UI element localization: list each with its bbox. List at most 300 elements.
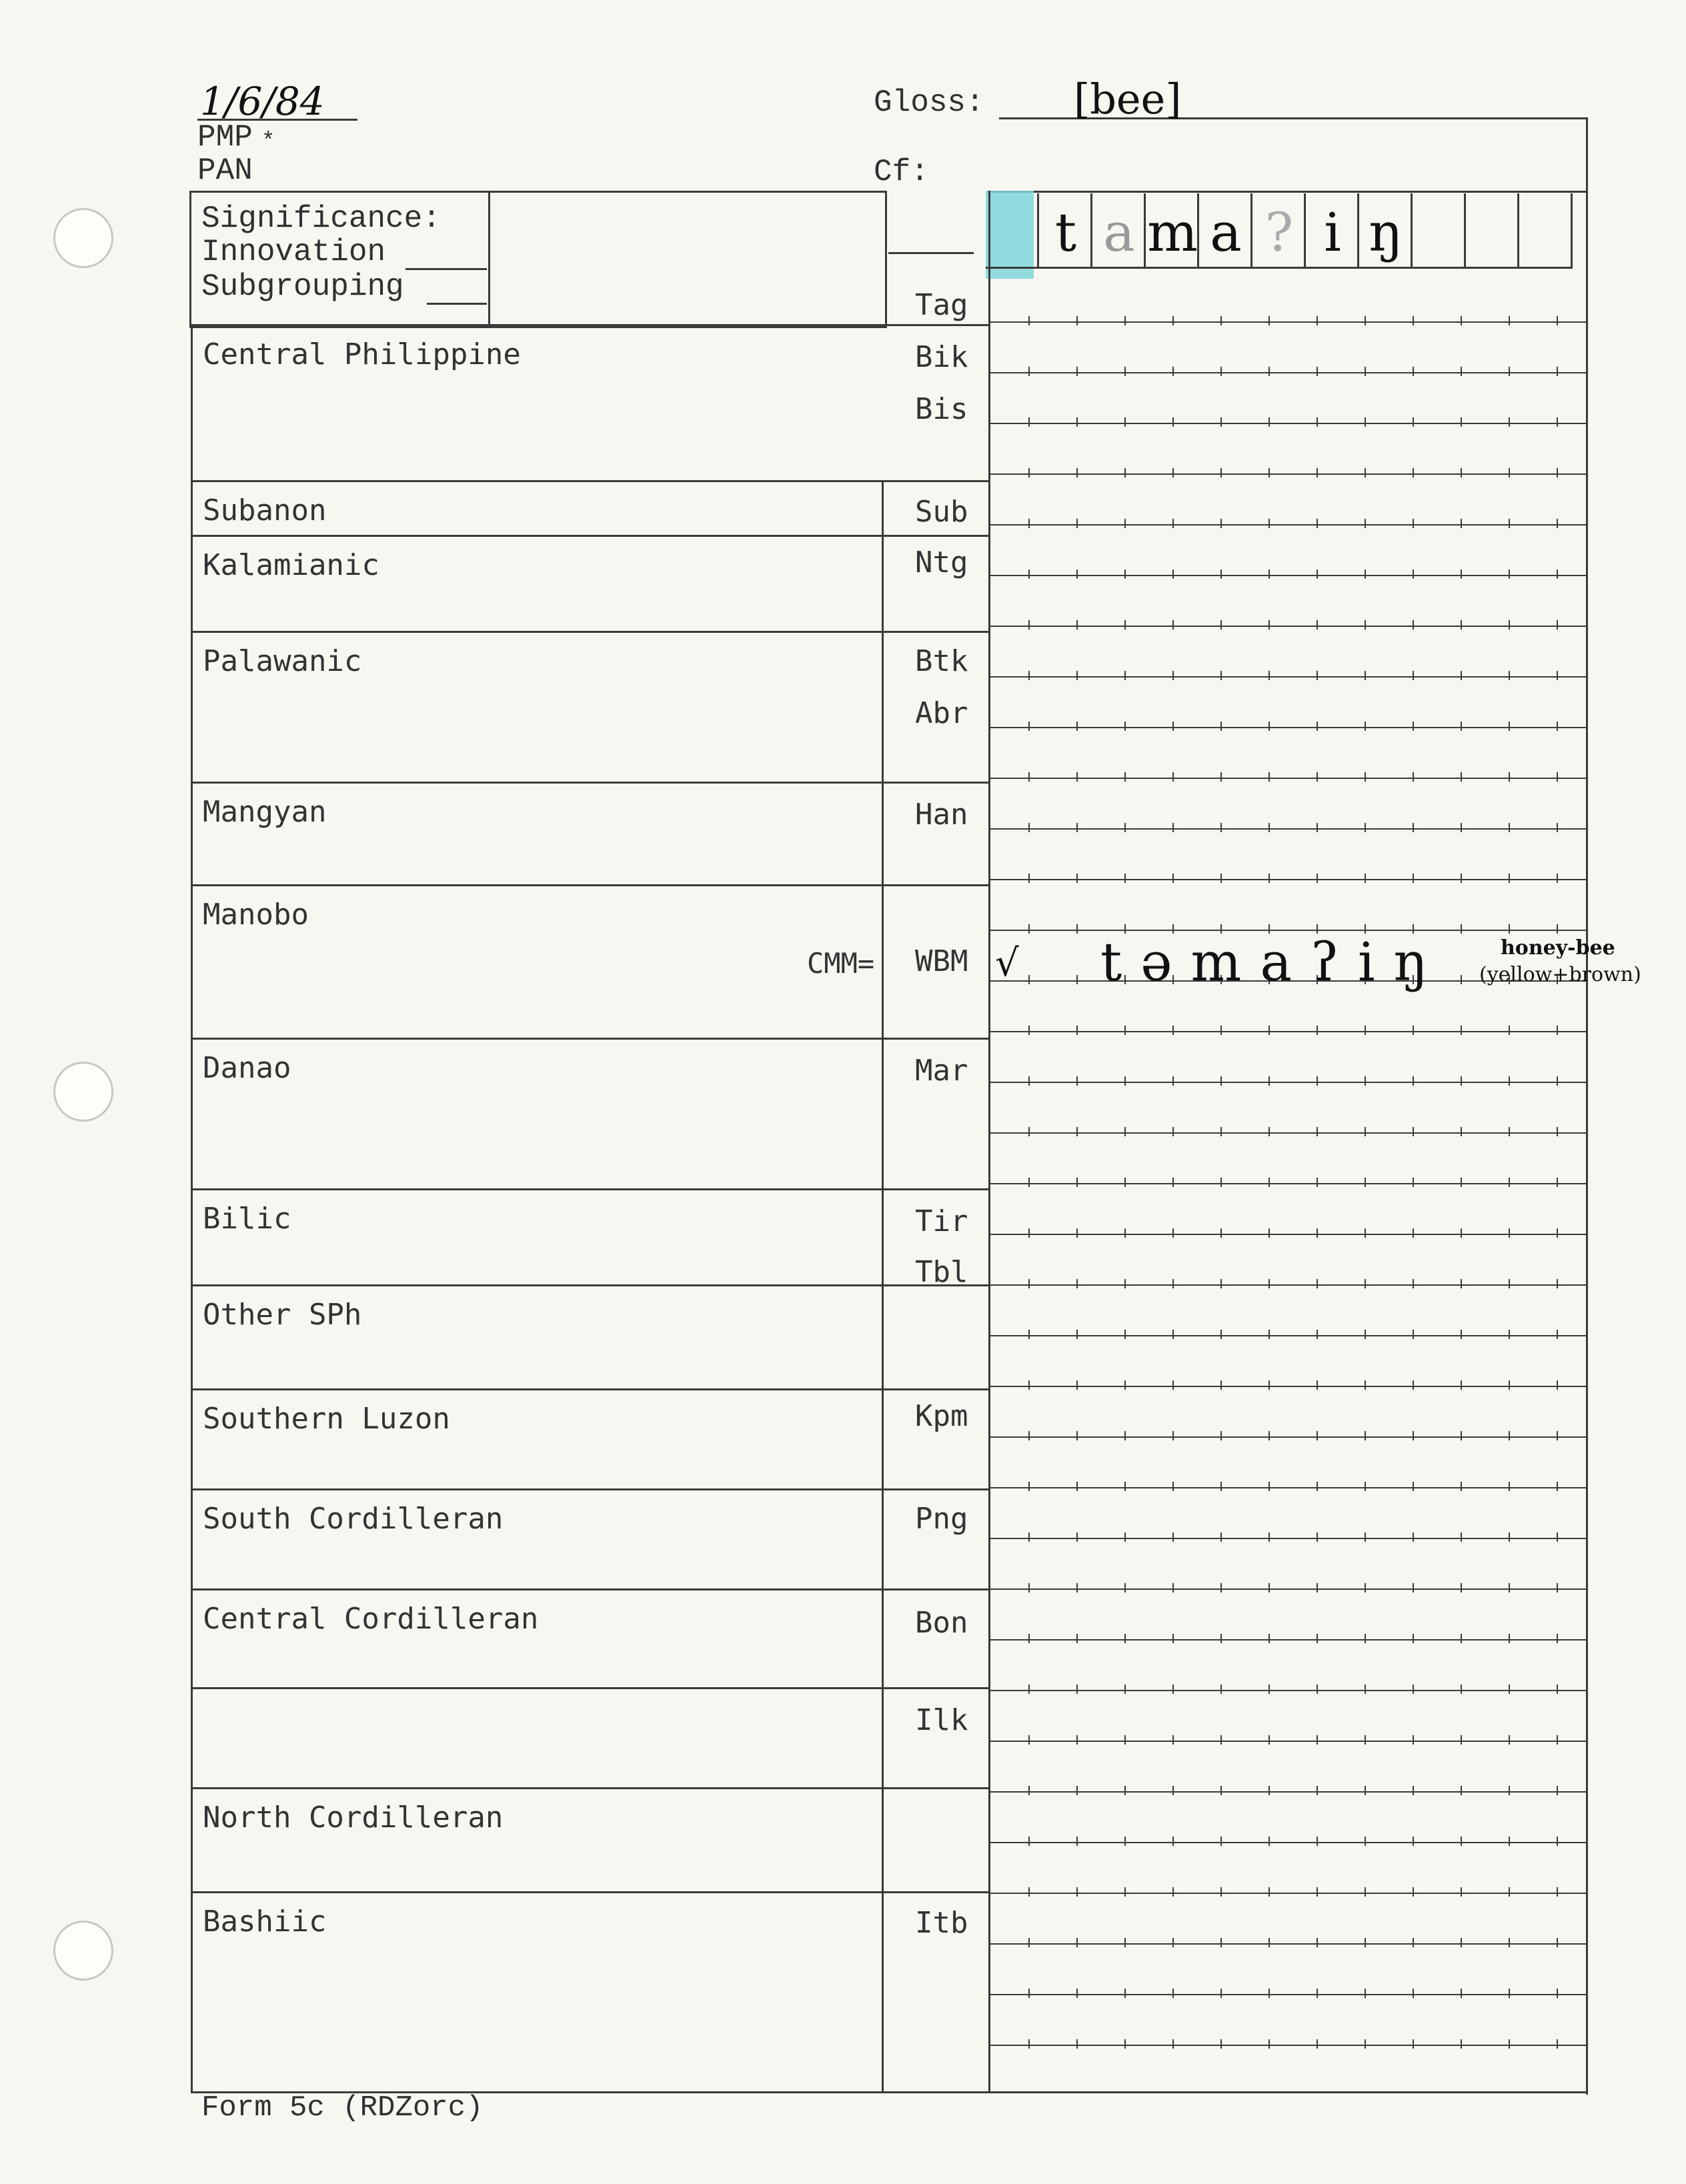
entry-tick xyxy=(1509,316,1510,325)
entry-tick xyxy=(1413,1786,1414,1795)
entry-tick xyxy=(1028,1380,1030,1390)
entry-tick xyxy=(1557,1786,1558,1795)
entry-tick xyxy=(1076,924,1078,934)
entry-tick xyxy=(1461,570,1462,579)
entry-tick xyxy=(1220,1887,1222,1897)
entry-tick xyxy=(1509,823,1510,832)
entry-tick xyxy=(1269,1786,1270,1795)
frame-entries-left xyxy=(988,191,990,2091)
entry-tick xyxy=(1028,367,1030,376)
entry-tick xyxy=(1028,519,1030,528)
entry-tick xyxy=(1413,823,1414,832)
entry-tick xyxy=(1172,1127,1174,1136)
entry-tick xyxy=(1365,1583,1366,1592)
entry-tick xyxy=(1413,1989,1414,1998)
entry-tick xyxy=(1220,1482,1222,1491)
entry-tick xyxy=(1461,620,1462,630)
entry-tick xyxy=(1509,772,1510,782)
entry-tick xyxy=(1076,1228,1078,1238)
group-separator xyxy=(191,1488,988,1490)
entry-tick xyxy=(1365,874,1366,883)
entry-tick xyxy=(1365,1178,1366,1187)
language-code: Tag xyxy=(915,288,968,322)
group-separator xyxy=(191,1038,988,1040)
reconstruction-cell xyxy=(1519,193,1573,268)
entry-tick xyxy=(1124,1938,1126,1947)
entry-tick xyxy=(1413,570,1414,579)
entry-tick xyxy=(1172,772,1174,782)
reconstruction-letter: t xyxy=(1054,201,1077,263)
entry-tick xyxy=(1269,1076,1270,1086)
entry-tick xyxy=(1028,1685,1030,1694)
cf-label: Cf: xyxy=(874,155,929,189)
entry-tick xyxy=(1220,570,1222,579)
entry-tick xyxy=(1124,519,1126,528)
reconstruction-letter: ? xyxy=(1264,201,1294,263)
entry-tick xyxy=(1124,1228,1126,1238)
entry-tick xyxy=(1509,1076,1510,1086)
entry-tick xyxy=(1220,468,1222,477)
entry-tick xyxy=(1365,1837,1366,1846)
entry-tick xyxy=(1172,1431,1174,1440)
innovation-label: Innovation xyxy=(201,235,386,269)
language-code: Abr xyxy=(915,696,968,730)
entry-line xyxy=(988,524,1587,525)
entry-line xyxy=(988,676,1587,678)
entry-tick xyxy=(1413,1583,1414,1592)
entry-tick xyxy=(1509,1786,1510,1795)
entry-tick xyxy=(1509,722,1510,731)
reconstruction-cell xyxy=(986,193,1039,268)
entry-tick xyxy=(1028,924,1030,934)
entry-tick xyxy=(1172,519,1174,528)
entry-tick xyxy=(1317,1532,1318,1542)
entry-tick xyxy=(1557,367,1558,376)
entry-tick xyxy=(1461,1026,1462,1035)
language-code: Ntg xyxy=(915,545,968,580)
entry-tick xyxy=(1076,1989,1078,1998)
entry-tick xyxy=(1269,823,1270,832)
entry-tick xyxy=(1028,1026,1030,1035)
group-name: Manobo xyxy=(203,898,309,932)
entry-tick xyxy=(1365,1026,1366,1035)
language-code: WBM xyxy=(915,944,968,978)
entry-tick xyxy=(1124,1026,1126,1035)
entry-tick xyxy=(1317,1380,1318,1390)
entry-tick xyxy=(1413,1532,1414,1542)
entry-tick xyxy=(1557,1178,1558,1187)
entry-tick xyxy=(1076,1837,1078,1846)
group-separator xyxy=(191,1388,988,1390)
entry-tick xyxy=(1413,1938,1414,1947)
subgrouping-label: Subgrouping xyxy=(201,269,404,304)
entry-tick xyxy=(1557,924,1558,934)
code-column-dash xyxy=(888,252,974,254)
entry-tick xyxy=(1220,367,1222,376)
entry-tick xyxy=(1461,519,1462,528)
entry-line xyxy=(988,1639,1587,1641)
entry-tick xyxy=(1220,874,1222,883)
entry-tick xyxy=(1557,1989,1558,1998)
entry-line xyxy=(988,2045,1587,2046)
entry-tick xyxy=(1557,1279,1558,1288)
entry-tick xyxy=(1269,1431,1270,1440)
entry-tick xyxy=(1509,1178,1510,1187)
wbm-form: təmaʔiŋ xyxy=(1100,931,1447,993)
entry-tick xyxy=(1028,823,1030,832)
entry-tick xyxy=(1124,316,1126,325)
entry-tick xyxy=(1269,1532,1270,1542)
entry-tick xyxy=(1076,1178,1078,1187)
entry-tick xyxy=(1076,1380,1078,1390)
entry-tick xyxy=(1269,468,1270,477)
entry-tick xyxy=(1172,671,1174,680)
language-code: Ilk xyxy=(915,1703,968,1737)
entry-tick xyxy=(1028,1634,1030,1643)
entry-tick xyxy=(1028,570,1030,579)
entry-line xyxy=(988,1132,1587,1134)
entry-line xyxy=(988,1994,1587,1995)
entry-tick xyxy=(1028,1532,1030,1542)
entry-tick xyxy=(1028,1076,1030,1086)
entry-tick xyxy=(1172,1380,1174,1390)
entry-tick xyxy=(1269,620,1270,630)
entry-tick xyxy=(1028,671,1030,680)
entry-tick xyxy=(1461,1837,1462,1846)
entry-line xyxy=(988,321,1587,323)
group-separator xyxy=(191,1588,988,1590)
entry-tick xyxy=(1509,1279,1510,1288)
entry-tick xyxy=(1220,1178,1222,1187)
entry-tick xyxy=(1317,570,1318,579)
entry-tick xyxy=(1172,417,1174,427)
entry-tick xyxy=(1269,671,1270,680)
entry-tick xyxy=(1413,1837,1414,1846)
entry-tick xyxy=(1028,468,1030,477)
entry-tick xyxy=(1220,1026,1222,1035)
entry-tick xyxy=(1461,975,1462,984)
pmp-asterisk: * xyxy=(261,129,275,155)
entry-tick xyxy=(1557,722,1558,731)
entry-tick xyxy=(1509,1228,1510,1238)
entry-tick xyxy=(1172,1837,1174,1846)
entry-tick xyxy=(1269,1026,1270,1035)
entry-tick xyxy=(1317,722,1318,731)
entry-tick xyxy=(1461,1786,1462,1795)
entry-tick xyxy=(1317,1178,1318,1187)
entry-tick xyxy=(1076,519,1078,528)
entry-tick xyxy=(1028,874,1030,883)
entry-tick xyxy=(1028,1178,1030,1187)
entry-tick xyxy=(1365,468,1366,477)
language-code: Han xyxy=(915,798,968,832)
entry-tick xyxy=(1461,417,1462,427)
entry-tick xyxy=(1269,1279,1270,1288)
entry-tick xyxy=(1220,620,1222,630)
entry-tick xyxy=(1557,1685,1558,1694)
entry-tick xyxy=(1028,316,1030,325)
entry-line xyxy=(988,828,1587,830)
entry-tick xyxy=(1557,417,1558,427)
entry-tick xyxy=(1028,1279,1030,1288)
entry-tick xyxy=(1269,1127,1270,1136)
entry-tick xyxy=(1028,1583,1030,1592)
entry-tick xyxy=(1557,316,1558,325)
entry-tick xyxy=(1220,1989,1222,1998)
reconstruction-cell xyxy=(1306,193,1359,268)
entry-tick xyxy=(1509,1887,1510,1897)
wbm-note-line2: (yellow+brown) xyxy=(1479,963,1641,986)
entry-tick xyxy=(1124,823,1126,832)
entry-tick xyxy=(1269,1685,1270,1694)
group-name: Mangyan xyxy=(203,795,327,829)
entry-tick xyxy=(1172,2039,1174,2049)
entry-tick xyxy=(1317,417,1318,427)
entry-line xyxy=(988,1487,1587,1488)
entry-tick xyxy=(1220,519,1222,528)
entry-tick xyxy=(1365,1786,1366,1795)
entry-tick xyxy=(1172,1634,1174,1643)
reconstruction-cell xyxy=(1359,193,1413,268)
entry-line xyxy=(988,1386,1587,1387)
entry-tick xyxy=(1509,1685,1510,1694)
entry-tick xyxy=(1269,1482,1270,1491)
entry-tick xyxy=(1076,316,1078,325)
entry-tick xyxy=(1461,1532,1462,1542)
entry-tick xyxy=(1124,417,1126,427)
entry-tick xyxy=(1269,1735,1270,1745)
entry-tick xyxy=(1413,1026,1414,1035)
entry-tick xyxy=(1172,874,1174,883)
entry-tick xyxy=(1124,1482,1126,1491)
reconstruction-cell xyxy=(1413,193,1466,268)
entry-tick xyxy=(1461,1685,1462,1694)
entry-tick xyxy=(1076,468,1078,477)
entry-tick xyxy=(1557,772,1558,782)
entry-tick xyxy=(1076,367,1078,376)
entry-tick xyxy=(1365,570,1366,579)
entry-tick xyxy=(1509,874,1510,883)
entry-tick xyxy=(1317,1887,1318,1897)
entry-tick xyxy=(1461,1583,1462,1592)
entry-tick xyxy=(1220,772,1222,782)
entry-tick xyxy=(1076,1786,1078,1795)
entry-line xyxy=(988,1741,1587,1742)
entry-tick xyxy=(1220,1076,1222,1086)
entry-tick xyxy=(1317,1938,1318,1947)
entry-tick xyxy=(1317,1076,1318,1086)
entry-tick xyxy=(1509,417,1510,427)
group-name: North Cordilleran xyxy=(203,1801,504,1835)
entry-tick xyxy=(1172,570,1174,579)
entry-tick xyxy=(1317,2039,1318,2049)
entry-tick xyxy=(1317,367,1318,376)
entry-tick xyxy=(1509,924,1510,934)
entry-tick xyxy=(1220,1837,1222,1846)
entry-tick xyxy=(1317,1127,1318,1136)
innovation-blank xyxy=(405,268,487,270)
entry-tick xyxy=(1076,1634,1078,1643)
group-name: Bashiic xyxy=(203,1905,327,1939)
wbm-cmm-prefix: CMM= xyxy=(807,947,875,980)
entry-tick xyxy=(1317,1026,1318,1035)
entry-tick xyxy=(1172,823,1174,832)
entry-tick xyxy=(1461,1938,1462,1947)
reconstruction-cell xyxy=(1466,193,1519,268)
entry-tick xyxy=(1413,1685,1414,1694)
entry-tick xyxy=(1124,1989,1126,1998)
entry-tick xyxy=(1172,1482,1174,1491)
entry-tick xyxy=(1461,1228,1462,1238)
entry-tick xyxy=(1461,772,1462,782)
entry-tick xyxy=(1124,1634,1126,1643)
entry-tick xyxy=(1269,1583,1270,1592)
entry-tick xyxy=(1124,1532,1126,1542)
entry-tick xyxy=(1509,1026,1510,1035)
entry-tick xyxy=(1413,722,1414,731)
entry-tick xyxy=(1028,1837,1030,1846)
entry-tick xyxy=(1028,772,1030,782)
wbm-check: √ xyxy=(995,942,1019,985)
group-name: South Cordilleran xyxy=(203,1502,504,1536)
entry-tick xyxy=(1269,1228,1270,1238)
entry-line xyxy=(988,575,1587,576)
entry-line xyxy=(988,1284,1587,1286)
entry-tick xyxy=(1028,722,1030,731)
entry-tick xyxy=(1317,823,1318,832)
entry-tick xyxy=(1124,1685,1126,1694)
entry-tick xyxy=(1413,316,1414,325)
entry-tick xyxy=(1365,2039,1366,2049)
entry-tick xyxy=(1124,874,1126,883)
entry-tick xyxy=(1172,722,1174,731)
entry-tick xyxy=(1269,1887,1270,1897)
entry-tick xyxy=(1028,975,1030,984)
entry-tick xyxy=(1220,1583,1222,1592)
group-separator xyxy=(191,1687,988,1689)
entry-tick xyxy=(1413,772,1414,782)
entry-tick xyxy=(1557,1482,1558,1491)
entry-tick xyxy=(1365,1076,1366,1086)
entry-tick xyxy=(1365,417,1366,427)
entry-tick xyxy=(1509,1583,1510,1592)
entry-tick xyxy=(1509,468,1510,477)
entry-tick xyxy=(1557,1938,1558,1947)
entry-tick xyxy=(1317,1583,1318,1592)
entry-tick xyxy=(1557,519,1558,528)
entry-tick xyxy=(1509,1482,1510,1491)
entry-line xyxy=(988,1842,1587,1843)
entry-tick xyxy=(1220,1532,1222,1542)
entry-tick xyxy=(1124,1735,1126,1745)
group-separator xyxy=(191,1787,988,1789)
entry-tick xyxy=(1365,1127,1366,1136)
entry-tick xyxy=(1413,417,1414,427)
entry-line xyxy=(988,879,1587,880)
entry-tick xyxy=(1413,620,1414,630)
entry-tick xyxy=(1557,1380,1558,1390)
entry-tick xyxy=(1269,519,1270,528)
group-separator xyxy=(191,631,988,633)
entry-tick xyxy=(1028,1482,1030,1491)
reconstruction-letter: a xyxy=(1210,201,1242,263)
entry-line xyxy=(988,1183,1587,1184)
entry-tick xyxy=(1557,1076,1558,1086)
entry-line xyxy=(988,626,1587,627)
entry-tick xyxy=(1076,772,1078,782)
entry-tick xyxy=(1365,1431,1366,1440)
entry-tick xyxy=(1509,1330,1510,1339)
entry-tick xyxy=(1124,367,1126,376)
entry-tick xyxy=(1317,1735,1318,1745)
entry-tick xyxy=(1317,1837,1318,1846)
language-code: Sub xyxy=(915,495,968,529)
entry-tick xyxy=(1028,1330,1030,1339)
entry-tick xyxy=(1124,570,1126,579)
entry-tick xyxy=(1220,316,1222,325)
entry-tick xyxy=(1461,1887,1462,1897)
entry-tick xyxy=(1557,1026,1558,1035)
entry-tick xyxy=(1557,468,1558,477)
reconstruction-cell xyxy=(1146,193,1199,268)
entry-tick xyxy=(1124,620,1126,630)
reconstruction-cell xyxy=(1092,193,1146,268)
entry-line xyxy=(988,1690,1587,1691)
entry-tick xyxy=(1124,1583,1126,1592)
entry-tick xyxy=(1124,671,1126,680)
entry-tick xyxy=(1317,1482,1318,1491)
entry-tick xyxy=(1365,1887,1366,1897)
entry-tick xyxy=(1220,1685,1222,1694)
entry-tick xyxy=(1028,1127,1030,1136)
entry-tick xyxy=(1461,1279,1462,1288)
entry-tick xyxy=(1557,1887,1558,1897)
entry-tick xyxy=(1076,1583,1078,1592)
entry-tick xyxy=(1365,1989,1366,1998)
entry-tick xyxy=(1269,1330,1270,1339)
entry-tick xyxy=(1365,671,1366,680)
entry-tick xyxy=(1317,1786,1318,1795)
entry-tick xyxy=(1413,1482,1414,1491)
group-separator xyxy=(191,1891,988,1893)
entry-tick xyxy=(1557,823,1558,832)
reconstruction-cell xyxy=(1252,193,1306,268)
entry-tick xyxy=(1076,1938,1078,1947)
entry-tick xyxy=(1220,671,1222,680)
entry-tick xyxy=(1076,722,1078,731)
entry-tick xyxy=(1172,1583,1174,1592)
entry-tick xyxy=(1076,1279,1078,1288)
entry-tick xyxy=(1509,2039,1510,2049)
entry-tick xyxy=(1509,620,1510,630)
entry-tick xyxy=(1557,1735,1558,1745)
entry-tick xyxy=(1365,1228,1366,1238)
group-separator xyxy=(191,782,988,784)
entry-tick xyxy=(1028,1887,1030,1897)
entry-tick xyxy=(1365,1279,1366,1288)
pan-label: PAN xyxy=(197,153,253,188)
entry-tick xyxy=(1557,2039,1558,2049)
entry-tick xyxy=(1317,1330,1318,1339)
entry-tick xyxy=(1124,1330,1126,1339)
entry-tick xyxy=(1172,367,1174,376)
entry-tick xyxy=(1365,722,1366,731)
entry-tick xyxy=(1509,367,1510,376)
language-code: Png xyxy=(915,1502,968,1536)
entry-tick xyxy=(1461,316,1462,325)
entry-tick xyxy=(1076,620,1078,630)
entry-tick xyxy=(1365,620,1366,630)
